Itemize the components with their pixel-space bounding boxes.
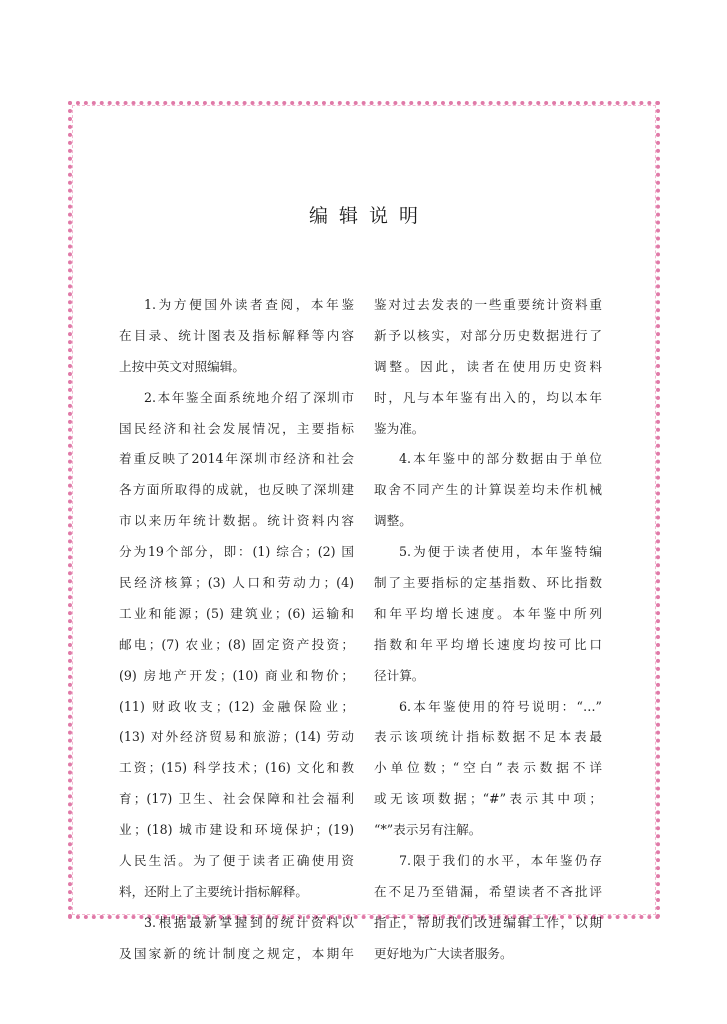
text-line: 1.为方便国外读者查阅，本年鉴	[144, 297, 354, 312]
text-line: 市以来历年统计数据。统计资料内容	[119, 513, 354, 529]
text-line: 更好地为广大读者服务。	[374, 945, 513, 961]
text-line: (11) 财政收支；(12) 金融保险业；	[119, 698, 354, 714]
text-line: (13) 对外经济贸易和旅游；(14) 劳动	[119, 729, 354, 745]
text-line: 人民生活。为了便于读者正确使用资	[119, 853, 354, 869]
page-title: 编辑说明	[308, 205, 429, 227]
text-line: 料，还附上了主要统计指标解释。	[119, 883, 308, 899]
text-line: 和年平均增长速度。本年鉴中所列	[374, 605, 602, 621]
text-line: 邮电；(7) 农业；(8) 固定资产投资；	[119, 636, 354, 652]
text-line: 6.本年鉴使用的符号说明：“…”	[399, 698, 602, 714]
text-line: 工业和能源；(5) 建筑业；(6) 运输和	[119, 605, 354, 621]
text-line: 指数和年平均增长速度均按可比口	[374, 636, 602, 652]
text-column-left	[119, 290, 354, 970]
text-line: 或无该项数据；“#”表示其中项；	[374, 791, 602, 807]
text-line: 表示该项统计指标数据不足本表最	[374, 729, 602, 745]
text-line: 民经济核算；(3) 人口和劳动力；(4)	[119, 575, 354, 591]
text-line: 在目录、统计图表及指标解释等内容	[119, 327, 354, 343]
text-line: 鉴对过去发表的一些重要统计资料重	[374, 297, 602, 312]
text-line: 制了主要指标的定基指数、环比指数	[374, 575, 602, 591]
text-line: 径计算。	[374, 667, 425, 683]
text-line: 各方面所取得的成就，也反映了深圳建	[119, 482, 354, 498]
text-line: 调整。	[374, 513, 412, 529]
text-line: 4.本年鉴中的部分数据由于单位	[399, 451, 602, 467]
text-line: (9) 房地产开发；(10) 商业和物价；	[119, 667, 354, 683]
text-line: 调整。因此，读者在使用历史资料	[374, 358, 602, 374]
text-line: 3.根据最新掌握到的统计资料以	[144, 914, 354, 930]
text-line: 新予以核实，对部分历史数据进行了	[374, 327, 602, 343]
text-line: 分为19个部分，即：(1) 综合；(2) 国	[119, 544, 354, 560]
text-line: 育；(17) 卫生、社会保障和社会福利	[119, 791, 354, 807]
text-line: 指正，帮助我们改进编辑工作，以期	[374, 914, 602, 930]
text-line: 2.本年鉴全面系统地介绍了深圳市	[144, 389, 354, 405]
text-line: 着重反映了2014年深圳市经济和社会	[119, 451, 354, 467]
text-line: 取舍不同产生的计算误差均未作机械	[374, 482, 602, 498]
text-line: 小单位数；“空白”表示数据不详	[374, 760, 602, 776]
text-line: 5.为便于读者使用，本年鉴特编	[399, 544, 602, 560]
text-column-right	[374, 290, 602, 970]
text-line: “*”表示另有注解。	[374, 822, 482, 838]
text-line: 工资；(15) 科学技术；(16) 文化和教	[119, 760, 354, 776]
text-line: 上按中英文对照编辑。	[119, 358, 245, 374]
text-line: 国民经济和社会发展情况，主要指标	[119, 420, 354, 436]
text-line: 在不足乃至错漏，希望读者不吝批评	[374, 883, 602, 899]
text-line: 时，凡与本年鉴有出入的，均以本年	[374, 389, 602, 405]
text-line: 鉴为准。	[374, 420, 425, 436]
text-line: 业；(18) 城市建设和环境保护；(19)	[119, 822, 354, 838]
text-line: 7.限于我们的水平，本年鉴仍存	[399, 853, 602, 869]
text-line: 及国家新的统计制度之规定，本期年	[119, 945, 354, 961]
